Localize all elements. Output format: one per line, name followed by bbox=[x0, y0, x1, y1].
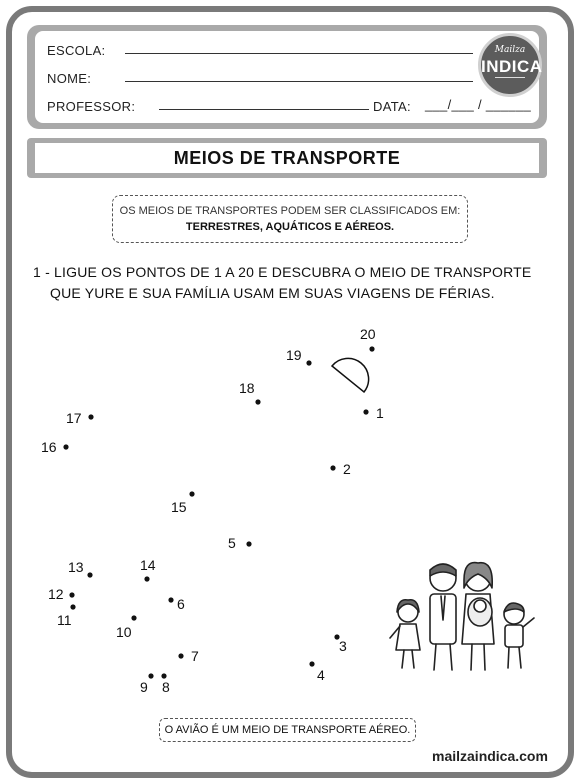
dot-12[interactable] bbox=[69, 592, 74, 597]
dot-16[interactable] bbox=[63, 444, 68, 449]
question-line-1: 1 - LIGUE OS PONTOS DE 1 A 20 E DESCUBRA O MEIO DE TRANSPORTE bbox=[33, 264, 532, 280]
dot-label-6: 6 bbox=[177, 596, 185, 612]
dot-label-9: 9 bbox=[140, 679, 148, 695]
dot-4[interactable] bbox=[309, 661, 314, 666]
dot-label-7: 7 bbox=[191, 648, 199, 664]
professor-label: PROFESSOR: bbox=[47, 99, 136, 114]
dot-7[interactable] bbox=[178, 653, 183, 658]
dot-19[interactable] bbox=[306, 360, 311, 365]
dot-label-17: 17 bbox=[66, 410, 82, 426]
dot-11[interactable] bbox=[70, 604, 75, 609]
dot-13[interactable] bbox=[87, 572, 92, 577]
logo-main-text: INDICA bbox=[481, 57, 543, 76]
dot-15[interactable] bbox=[189, 491, 194, 496]
dot-label-18: 18 bbox=[239, 380, 255, 396]
dot-label-20: 20 bbox=[360, 326, 376, 342]
info-line-2: TERRESTRES, AQUÁTICOS E AÉREOS. bbox=[185, 221, 395, 233]
dot-1[interactable] bbox=[363, 409, 368, 414]
dot-label-15: 15 bbox=[171, 499, 187, 515]
answer-box: O AVIÃO É UM MEIO DE TRANSPORTE AÉREO. bbox=[159, 718, 416, 742]
dot-5[interactable] bbox=[246, 541, 251, 546]
dot-10[interactable] bbox=[131, 615, 136, 620]
dot-label-8: 8 bbox=[162, 679, 170, 695]
info-line-1: OS MEIOS DE TRANSPORTES PODEM SER CLASSIFICADOS EM: bbox=[119, 205, 461, 217]
dot-label-10: 10 bbox=[116, 624, 132, 640]
dot-6[interactable] bbox=[168, 597, 173, 602]
dot-label-5: 5 bbox=[228, 535, 236, 551]
page-title: MEIOS DE TRANSPORTE bbox=[35, 143, 539, 173]
question-line-2: QUE YURE E SUA FAMÍLIA USAM EM SUAS VIAGENS DE FÉRIAS. bbox=[50, 285, 495, 301]
family-illustration bbox=[388, 560, 538, 685]
nome-label: NOME: bbox=[47, 71, 92, 86]
escola-label: ESCOLA: bbox=[47, 43, 106, 58]
dot-9[interactable] bbox=[148, 673, 153, 678]
dot-18[interactable] bbox=[255, 399, 260, 404]
dot-8[interactable] bbox=[161, 673, 166, 678]
dot-label-2: 2 bbox=[343, 461, 351, 477]
dot-2[interactable] bbox=[330, 465, 335, 470]
dot-label-16: 16 bbox=[41, 439, 57, 455]
data-label: DATA: bbox=[373, 99, 411, 114]
dot-label-19: 19 bbox=[286, 347, 302, 363]
website-footer: mailzaindica.com bbox=[432, 748, 548, 764]
dot-label-1: 1 bbox=[376, 405, 384, 421]
wing-outline-shape bbox=[332, 358, 369, 392]
dot-label-3: 3 bbox=[339, 638, 347, 654]
dot-label-14: 14 bbox=[140, 557, 156, 573]
dot-20[interactable] bbox=[369, 346, 374, 351]
dot-label-13: 13 bbox=[68, 559, 84, 575]
dot-label-12: 12 bbox=[48, 586, 64, 602]
dot-17[interactable] bbox=[88, 414, 93, 419]
dot-label-4: 4 bbox=[317, 667, 325, 683]
dot-14[interactable] bbox=[144, 576, 149, 581]
dot-label-11: 11 bbox=[57, 612, 72, 628]
date-field[interactable]: ___/___ / ______ bbox=[425, 97, 532, 112]
logo-script-text: Mailza bbox=[494, 45, 526, 55]
